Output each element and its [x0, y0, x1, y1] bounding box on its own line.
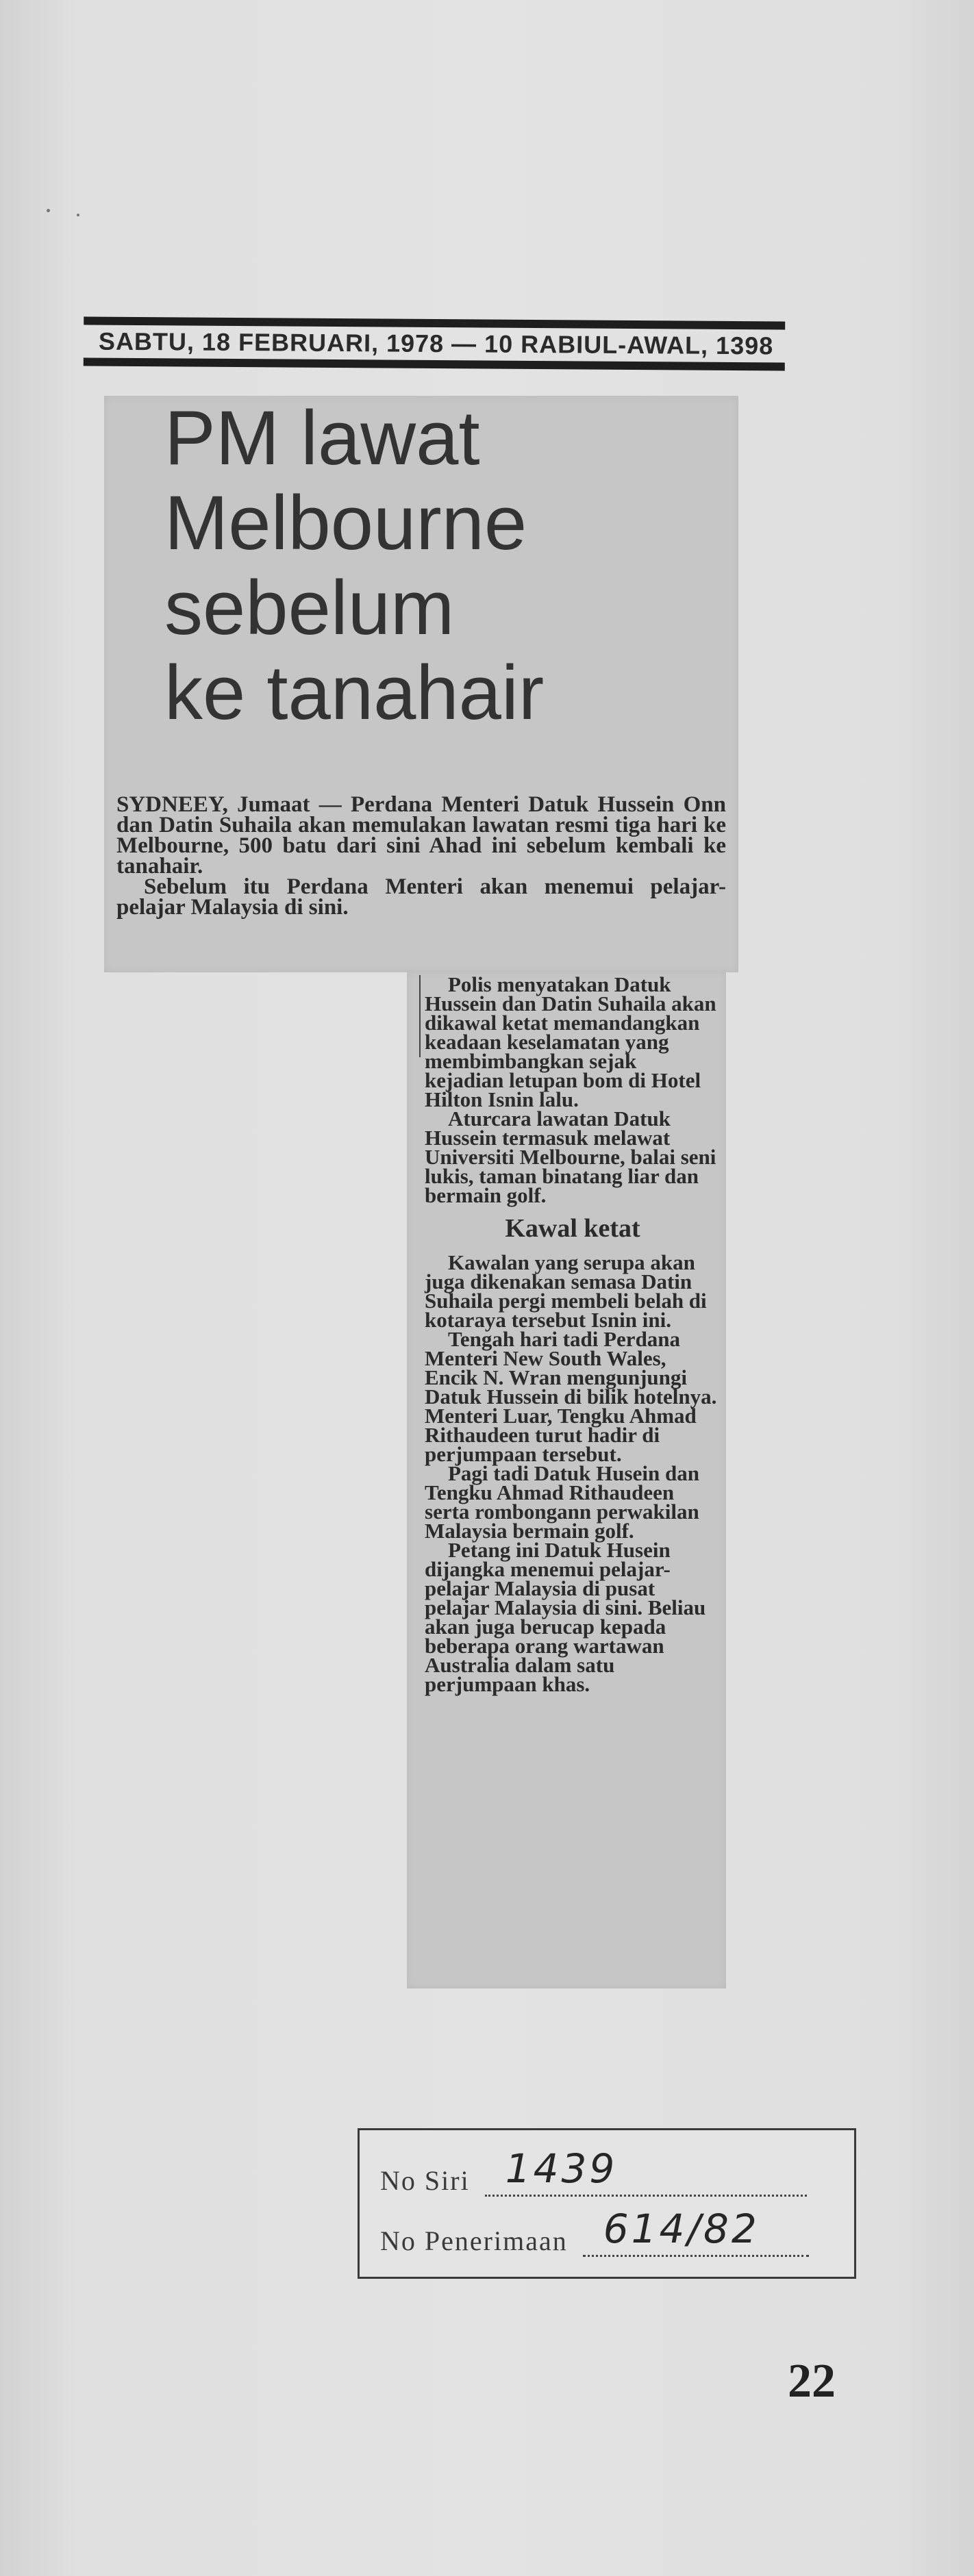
- lead-paragraph: Sebelum itu Perdana Menteri akan menemui pelajar-pelajar Malaysia di sini.: [116, 874, 726, 920]
- speck-mark: [77, 214, 79, 216]
- article-subhead: Kawal ketat: [505, 1214, 640, 1243]
- newspaper-dateline: SABTU, 18 FEBRUARI, 1978 — 10 RABIUL-AWAL, 1398: [84, 316, 785, 370]
- lead-paragraph: SYDNEEY, Jumaat — Perdana Menteri Datuk Hussein Onn dan Datin Suhaila akan memulakan lawatan resmi tiga hari ke Melbourne, 500 batu dari sini Ahad ini sebelum kembali ke tanahair.: [116, 792, 726, 879]
- penerimaan-handwritten-value: 614/82: [603, 2206, 760, 2252]
- siri-label: No Siri: [380, 2165, 470, 2196]
- article-headline: [164, 396, 726, 735]
- siri-handwritten-value: 1439: [505, 2145, 618, 2192]
- speck-mark: [47, 209, 50, 212]
- column-paragraph: Kawalan yang serupa akan juga dikenakan semasa Datin Suhaila pergi membeli belah di kotaraya tersebut Isnin ini.: [425, 1250, 707, 1332]
- column-rule: [419, 975, 421, 1057]
- article-column: [425, 972, 721, 1696]
- headline-line: ke tanahair: [164, 650, 545, 735]
- stamp-penerimaan-row: [380, 2206, 809, 2273]
- archive-stamp: [358, 2128, 856, 2279]
- penerimaan-label: No Penerimaan: [380, 2225, 568, 2256]
- headline-line: Melbourne: [164, 480, 527, 566]
- penerimaan-dotted-line: [583, 2206, 809, 2257]
- headline-line: PM lawat: [164, 395, 480, 481]
- page-number: 22: [788, 2355, 836, 2408]
- article-lead: [116, 794, 726, 918]
- column-paragraph: Polis menyatakan Datuk Hussein dan Datin Suhaila akan dikawal ketat memandangkan keadaan keselamatan yang membimbangkan sejak kejadian letupan bom di Hotel Hilton Isnin lalu.: [425, 972, 716, 1111]
- siri-dotted-line: [485, 2145, 807, 2197]
- column-paragraph: Aturcara lawatan Datuk Hussein termasuk melawat Universiti Melbourne, balai seni lukis, taman binatang liar dan bermain golf.: [425, 1107, 716, 1207]
- column-paragraph: Tengah hari tadi Perdana Menteri New South Wales, Encik N. Wran mengunjungi Datuk Hussein di bilik hotelnya. Menteri Luar, Tengku Ahmad Rithaudeen turut hadir di perjumpaan tersebut.: [425, 1327, 717, 1466]
- column-paragraph: Petang ini Datuk Husein dijangka menemui pelajar-pelajar Malaysia di pusat pelajar Malaysia di sini. Beliau akan juga berucap kepada beberapa orang wartawan Australia dalam satu perjumpaan khas.: [425, 1538, 706, 1696]
- headline-line: sebelum: [164, 565, 455, 651]
- column-paragraph: Pagi tadi Datuk Husein dan Tengku Ahmad Rithaudeen serta rombongann perwakilan Malaysia bermain golf.: [425, 1461, 699, 1543]
